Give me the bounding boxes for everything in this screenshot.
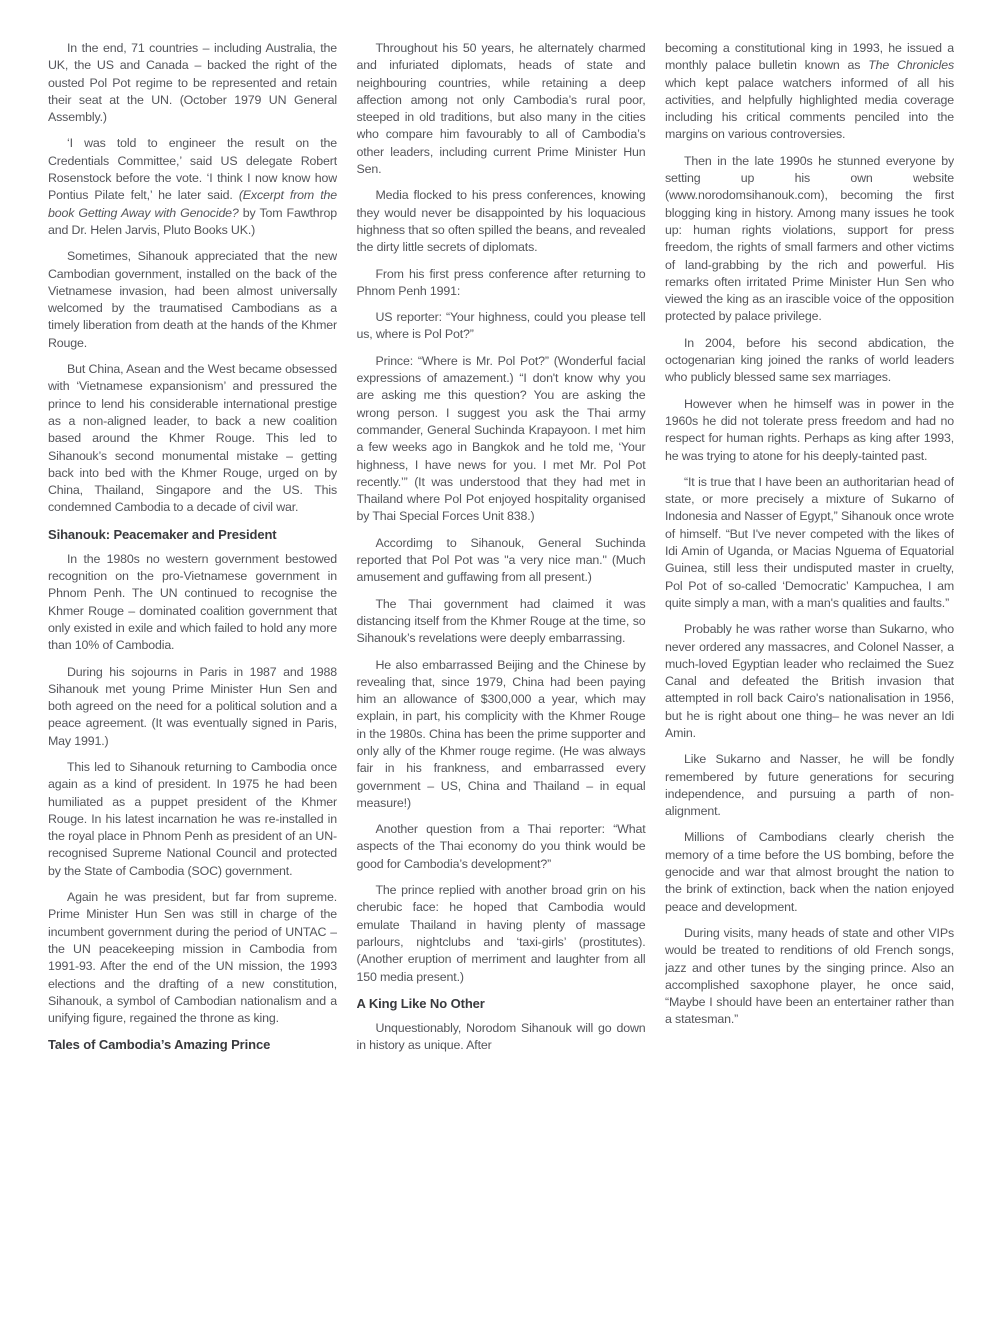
text-run: Unquestionably, Norodom Sihanouk will go down in history as unique. After: [356, 1020, 646, 1053]
text-run: However when he himself was in power in the 1960s he did not tolerate press freedom and had no respect for human rights. Perhaps as king after 1993, he was trying to atone for his deeply-tainted past.: [665, 396, 954, 463]
paragraph: [48, 889, 337, 1027]
text-run: Accordimg to Sihanouk, General Suchinda reported that Pol Pot was "a very nice man." (Much amusement and guffawing from all present.): [356, 535, 646, 585]
paragraph: [665, 474, 954, 612]
paragraph: [48, 664, 337, 750]
paragraph: [665, 153, 954, 326]
paragraph: [357, 821, 646, 873]
text-run: Prince: “Where is Mr. Pol Pot?” (Wonderful facial expressions of amazement.) “I don't know why you are asking me this question? You are asking the wrong person. I suggest you ask the Thai army commander, General Suchinda Krapayoon. I met him a few weeks ago in Bangkok and he told me, ‘Your highness, I have news for you. I met Mr. Pol Pot recently.’” (It was understood that they had met in Thailand where Pol Pot enjoyed hospitality organised by Thai Special Forces Unit 838.): [356, 353, 646, 524]
text-run: Probably he was rather worse than Sukarno, who never ordered any massacres, and Colonel Nasser, a much-loved Egyptian leader who reclaimed the Suez Canal and defeated the British invasion that attempted in roll back Cairo's nationalisation in 1956, but he is right about one thing– he was never an Idi Amin.: [665, 622, 954, 740]
text-run: which kept palace watchers informed of all his activities, and helpfully highlighted media coverage including his critical comments penciled into the margins on various controversies.: [665, 75, 954, 142]
section-heading: [357, 995, 646, 1012]
paragraph: [665, 396, 954, 465]
text-run: “It is true that I have been an authoritarian head of state, or more precisely a mixture of Sukarno of Indonesia and Nasser of Egypt,” Sihanouk once wrote of himself. “But I've never competed with the likes of Idi Amin of Uganda, or Macias Nguema of Equatorial Guinea, still less their undisputed master in cruelty, Pol Pot of so-called ‘Democratic’ Kampuchea, I am quite simply a man, with a man's qualities and faults.”: [665, 474, 954, 610]
article-column-2: [357, 40, 646, 1314]
text-run: In 2004, before his second abdication, the octogenarian king joined the ranks of world leaders who publicly blessed same sex marriages.: [665, 335, 954, 385]
article-column-1: [48, 40, 337, 1314]
paragraph: [665, 829, 954, 915]
text-run: The Thai government had claimed it was distancing itself from the Khmer Rouge at the time, so Sihanouk’s revelations were deeply embarrassing.: [356, 596, 646, 646]
paragraph: [357, 187, 646, 256]
paragraph: [665, 40, 954, 144]
italic-text: (Excerpt from the book Getting Away with Genocide?: [48, 188, 337, 220]
paragraph: [48, 248, 337, 352]
paragraph: [357, 882, 646, 986]
text-run: Media flocked to his press conferences, knowing they would never be disappointed by his loquacious highness that so often spilled the beans, and revealed the dirty little secrets of diplomats.: [356, 188, 646, 255]
text-run: During his sojourns in Paris in 1987 and 1988 Sihanouk met young Prime Minister Hun Sen and both agreed on the need for a political solution and a peace agreement. (It was eventually signed in Paris, May 1991.): [48, 664, 337, 748]
text-run: A King Like No Other: [356, 995, 485, 1011]
text-run: ‘I was told to engineer the result on the Credentials Committee,’ said US delegate Robert Rosenstock before the vote. ‘I think I now know how Pontius Pilate felt,’ he later said.: [48, 136, 337, 203]
text-run: Then in the late 1990s he stunned everyone by setting up his own website (www.norodomsihanouk.com), becoming the first blogging king in history. Among many issues he took up: human rights violations, support for press freedom, the rights of small farmers and other victims of land-grabbing by the rich and powerful. His remarks often irritated Prime Minister Hun Sen who viewed the king as an irascible voice of the opposition protected by palace privilege.: [665, 153, 954, 324]
text-run: During visits, many heads of state and other VIPs would be treated to renditions of old French songs, jazz and other tunes by the singing prince. Also an accomplished saxophone player, he once said, “Maybe I should have been an entertainer rather than a statesman.”: [665, 925, 954, 1027]
paragraph: [357, 266, 646, 301]
paragraph: [357, 535, 646, 587]
text-run: Like Sukarno and Nasser, he will be fondly remembered by future generations for securing independence, and pursuing a parth of non-alignment.: [665, 752, 954, 819]
text-run: US reporter: “Your highness, could you please tell us, where is Pol Pot?”: [356, 310, 646, 342]
paragraph: [357, 353, 646, 526]
text-run: Sometimes, Sihanouk appreciated that the new Cambodian government, installed on the back of the Vietnamese invasion, had been almost universally welcomed by the traumatised Cambodians as a timely liberation from death at the hands of the Khmer Rouge.: [48, 249, 337, 350]
text-run: Tales of Cambodia’s Amazing Prince: [48, 1037, 271, 1053]
text-run: becoming a constitutional king in 1993, he issued a monthly palace bulletin known as: [665, 41, 954, 73]
paragraph: [665, 621, 954, 742]
paragraph: [48, 551, 337, 655]
text-run: Millions of Cambodians clearly cherish the memory of a time before the US bombing, before the genocide and war that almost brought the nation to the brink of extinction, back when the nation enjoyed peace and development.: [665, 830, 954, 914]
paragraph: [357, 1020, 646, 1055]
text-run: This led to Sihanouk returning to Cambodia once again as a kind of president. In 1975 he had been humiliated as a puppet president of the Khmer Rouge. In his latest incarnation he was re-installed in the royal place in Phnom Penh as president of an UN-recognised Supreme National Council and protected by the State of Cambodia (SOC) government.: [48, 759, 337, 878]
paragraph: [48, 135, 337, 239]
article-column-3: [665, 40, 954, 1314]
text-run: Again he was president, but far from supreme. Prime Minister Hun Sen was still in charge of the incumbent government during the period of UNTAC – the UN peacekeeping mission in Cambodia from 1991-93. After the end of the UN mission, the 1993 elections and the drafting of a new constitution, Sihanouk, a symbol of Cambodian nationalism and a unifying figure, regained the throne as king.: [48, 890, 337, 1026]
text-run: From his first press conference after returning to Phnom Penh 1991:: [356, 266, 646, 298]
paragraph: [48, 759, 337, 880]
text-run: The prince replied with another broad grin on his cherubic face: he hoped that Cambodia would emulate Thailand in having plenty of massage parlours, nightclubs and ‘taxi-girls’ (prostitutes). (Another eruption of merriment and laughter from all 150 media present.): [356, 883, 646, 984]
text-run: He also embarrassed Beijing and the Chinese by revealing that, since 1979, China had been paying him an allowance of $300,000 a year, which may explain, in part, his complicity with the Khmer Rouge in the 1980s. China has been the prime supporter and only ally of the Khmer rouge regime. (He was always fair in his frankness, and embarrassed every government – US, China and Thailand – in equal measure!): [356, 657, 646, 810]
text-run: Throughout his 50 years, he alternately charmed and infuriated diplomats, heads of state and neighbouring countries, while retaining a deep affection among not only Cambodia’s rural poor, steeped in old traditions, but also many in the cities who compare him favourably to all of Cambodia’s other leaders, including current Prime Minister Hun Sen.: [356, 41, 646, 177]
paragraph: [665, 925, 954, 1029]
text-run: Another question from a Thai reporter: “What aspects of the Thai economy do you think would be good for Cambodia’s development?”: [356, 822, 646, 871]
paragraph: [665, 335, 954, 387]
text-run: But China, Asean and the West became obsessed with ‘Vietnamese expansionism’ and pressured the prince to lend his considerable international prestige as a non-aligned leader, to back a new coalition based around the Khmer Rouge. This led to Sihanouk’s second monumental mistake – getting back into bed with the Khmer Rouge, urged on by China, Thailand, Singapore and the US. This condemned Cambodia to a decade of civil war.: [48, 362, 337, 515]
paragraph: [357, 657, 646, 813]
paragraph: [357, 40, 646, 178]
text-run: In the 1980s no western government bestowed recognition on the pro-Vietnamese government in Phnom Penh. The UN continued to recognise the Khmer Rouge – dominated coalition government that only existed in exile and which failed to hold any more than 10% of Cambodia.: [48, 551, 337, 653]
text-run: by Tom Fawthrop and Dr. Helen Jarvis, Pluto Books UK.): [48, 205, 337, 237]
paragraph: [357, 596, 646, 648]
paragraph: [48, 40, 337, 126]
paragraph: [48, 361, 337, 517]
paragraph: [357, 309, 646, 344]
text-run: Sihanouk: Peacemaker and President: [48, 526, 277, 542]
paragraph: [665, 751, 954, 820]
italic-text: The Chronicles: [868, 58, 954, 73]
text-run: In the end, 71 countries – including Australia, the UK, the US and Canada – backed the right of the ousted Pol Pot regime to be represented and retain their seat at the UN. (October 1979 UN General Assembly.): [48, 41, 337, 125]
section-heading: [48, 1036, 337, 1053]
section-heading: [48, 526, 337, 543]
